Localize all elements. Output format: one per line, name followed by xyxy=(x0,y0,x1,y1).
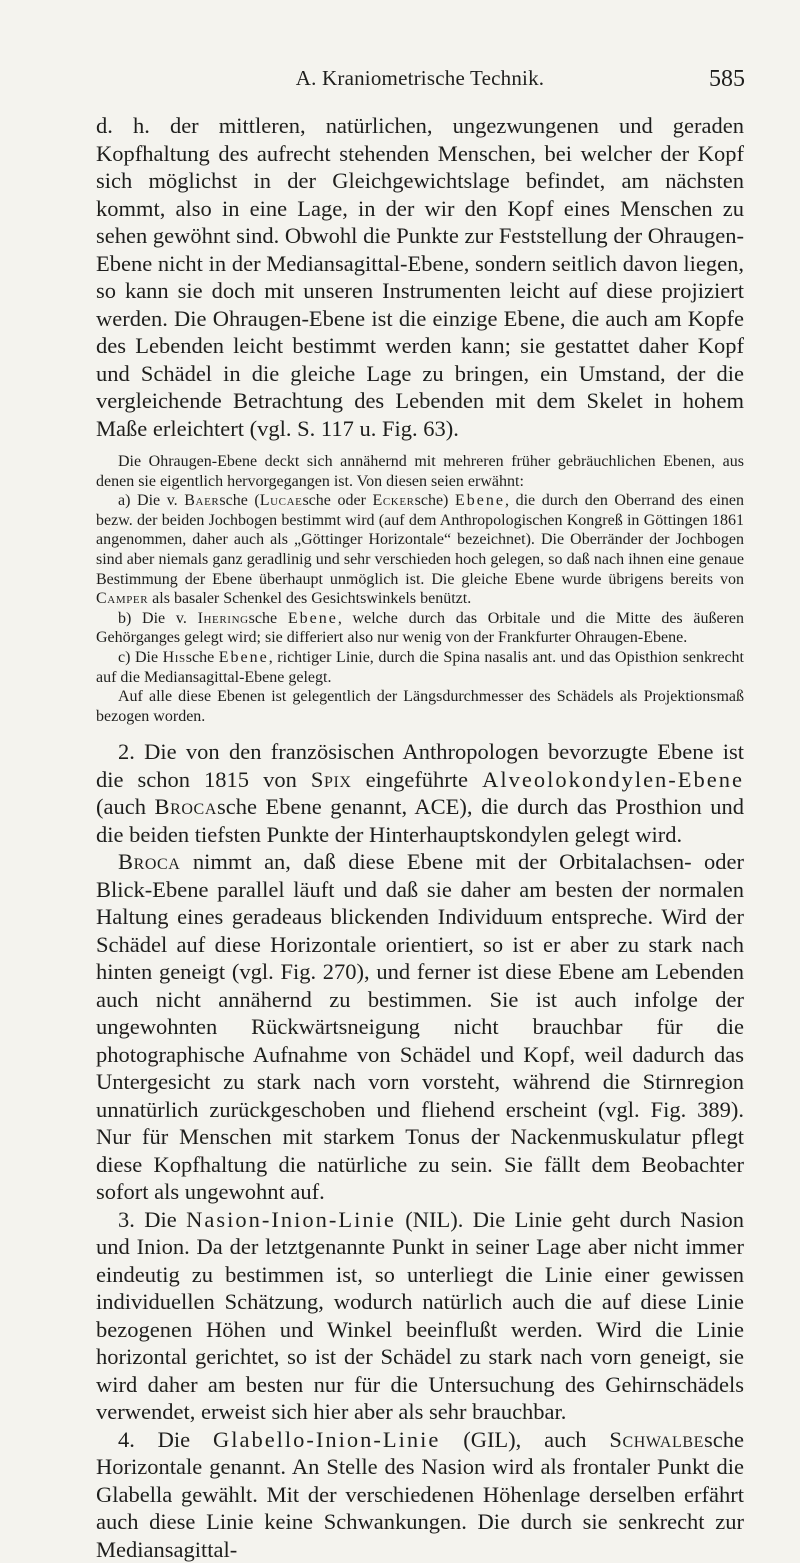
note-b-text: , welche durch das Orbitale und die Mitte des äußeren Gehörganges gelegt wird; sie differiert also nur wenig von der Frankfurter Ohraugen-Ebene. xyxy=(96,609,745,647)
term-ebene: Ebene xyxy=(454,492,505,510)
p5-text: (GIL), auch xyxy=(440,1426,610,1452)
author-ihering: Ihering xyxy=(197,609,249,627)
p4-text: 3. Die xyxy=(118,1206,187,1232)
note-a-text: , die durch den Oberrand des einen bezw. der beiden Jochbogen bestimmt wird (auf dem Anthropologischen Kongreß in Göttingen 1861 angenommen, daher auch als „Göttinger Horizontale“ bezeichnet). Die Oberränder der Jochbogen sind aber niemals ganz geradlinig und sehr verschieden hoch gelegen, so daß nach ihnen eine genaue Bestimmung der Ebene überhaupt unmöglich ist. Die gleiche Ebene wurde übrigens bereits von xyxy=(96,492,745,588)
p2-text: (auch xyxy=(96,794,155,820)
author-schwalbe: Schwalbe xyxy=(609,1426,705,1452)
note-b-text: sche xyxy=(248,609,288,627)
term-ebene: Ebene xyxy=(287,609,338,627)
note-intro: Die Ohraugen-Ebene deckt sich annähernd mit mehreren früher gebräuchlichen Ebenen, aus denen sie eigentlich hervorgegangen ist. Von diesen seien erwähnt: xyxy=(96,453,744,490)
p2-text: sche Ebene genannt, ACE), die durch das Prosthion und die beiden tiefsten Punkte der Hinterhauptskondylen gelegt wird. xyxy=(96,794,744,847)
p4-text: (NIL). Die Linie geht durch Nasion und Inion. Da der letztgenannte Punkt in seiner Lage aber nicht immer eindeutig zu bestimmen ist, so unterliegt die Linie einer gewissen individuellen Schätzung, wodurch natürlich auch die auf diese Linie bezogenen Höhen und Winkel beeinflußt werden. Wird die Linie horizontal gerichtet, so ist der Schädel zu stark nach vorn geneigt, sie wird daher am besten nur für die Untersuchung des Gehirnschädels verwendet, erweist sich hier aber als sehr brauchbar. xyxy=(96,1206,744,1425)
note-item-a xyxy=(96,491,744,609)
running-title: A. Kraniometrische Technik. xyxy=(295,66,545,90)
page-number: 585 xyxy=(709,66,745,92)
p2-text: 2. Die von den französischen Anthropologen bevorzugte Ebene ist die schon 1815 von xyxy=(96,739,744,792)
paragraph-nasion-inion-linie xyxy=(96,1206,744,1426)
note-c-text: c) Die xyxy=(118,648,163,666)
p5-text: 4. Die xyxy=(118,1426,213,1452)
author-broca: Broca xyxy=(154,794,217,820)
p5-text: sche Horizontale genannt. An Stelle des Nasion wird als frontaler Punkt die Glabella gewählt. Mit der verschiedenen Höhenlage derselben erfährt auch diese Linie keine Schwankungen. Die durch sie senkrecht zur Mediansagittal- xyxy=(96,1426,744,1562)
small-print-note xyxy=(96,452,744,726)
page-header xyxy=(95,62,745,102)
author-spix: Spix xyxy=(310,766,352,792)
author-camper: Camper xyxy=(96,590,149,608)
note-b-text: b) Die v. xyxy=(118,609,198,627)
note-item-c xyxy=(96,648,744,687)
note-c-text: sche xyxy=(185,648,219,666)
term-ebene: Ebene xyxy=(218,648,269,666)
note-item-b xyxy=(96,609,744,648)
p2-text: eingeführte xyxy=(351,766,483,792)
term-nasion-inion-linie: Nasion-Inion-Linie xyxy=(186,1206,396,1232)
paragraph-alveolokondylen-ebene xyxy=(96,738,744,848)
author-lucae: Lucae xyxy=(259,492,303,510)
note-a-text: sche oder xyxy=(302,492,373,510)
author-broca: Broca xyxy=(118,849,181,875)
note-a-text: sche ( xyxy=(219,492,260,510)
author-his: His xyxy=(162,648,186,666)
term-alveolokondylen-ebene: Alveolokondylen-Ebene xyxy=(482,766,745,792)
p3-text: nimmt an, daß diese Ebene mit der Orbitalachsen- oder Blick-Ebene parallel läuft und daß sie daher am besten der normalen Haltung eines geradeaus blickenden Individuum entspreche. Wird der Schädel auf diese Horizontale orientiert, so ist er aber zu stark nach hinten geneigt (vgl. Fig. 270), und ferner ist diese Ebene am Lebenden auch nicht annähernd zu bestimmen. Sie ist auch infolge der ungewohnten Rückwärtsneigung nicht brauchbar für die photographische Aufnahme von Schädel und Kopf, weil dadurch das Untergesicht zu stark nach vorn vorsteht, während die Stirnregion unnatürlich zurückgeschoben und fliehend erscheint (vgl. Fig. 389). Nur für Menschen mit starkem Tonus der Nackenmuskulatur pflegt diese Kopfhaltung die natürliche zu sein. Sie fällt dem Beobachter sofort als ungewohnt auf. xyxy=(96,849,744,1205)
paragraph-glabello-inion-linie xyxy=(96,1426,744,1563)
page-body xyxy=(96,112,744,1563)
note-c-text: , richtiger Linie, durch die Spina nasalis ant. und das Opisthion senkrecht auf die Mediansagittal-Ebene gelegt. xyxy=(96,648,745,686)
author-baer: Baer xyxy=(184,492,220,510)
paragraph-broca xyxy=(96,848,744,1206)
paragraph-ohraugen-ebene: d. h. der mittleren, natürlichen, ungezwungenen und geraden Kopfhaltung des aufrecht stehenden Menschen, bei welcher der Kopf sich möglichst in der Gleichgewichtslage befindet, am nächsten kommt, also in eine Lage, in der wir den Kopf eines Menschen zu sehen gewöhnt sind. Obwohl die Punkte zur Feststellung der Ohraugen-Ebene nicht in der Mediansagittal-Ebene, sondern seitlich davon liegen, so kann sie doch mit unseren Instrumenten leicht auf diese projiziert werden. Die Ohraugen-Ebene ist die einzige Ebene, die auch am Kopfe des Lebenden leicht bestimmt werden kann; sie gestattet daher Kopf und Schädel in die gleiche Lage zu bringen, ein Umstand, der die vergleichende Betrachtung des Lebenden mit dem Skelet in hohem Maße erleichtert (vgl. S. 117 u. Fig. 63). xyxy=(96,113,744,441)
note-closing: Auf alle diese Ebenen ist gelegentlich der Längsdurchmesser des Schädels als Projektionsmaß bezogen worden. xyxy=(96,688,744,725)
term-glabello-inion-linie: Glabello-Inion-Linie xyxy=(212,1426,441,1452)
note-a-text: als basaler Schenkel des Gesichtswinkels benützt. xyxy=(148,590,472,608)
note-a-text: a) Die v. xyxy=(118,492,185,510)
author-ecker: Ecker xyxy=(372,492,415,510)
note-a-text: sche) xyxy=(414,492,455,510)
